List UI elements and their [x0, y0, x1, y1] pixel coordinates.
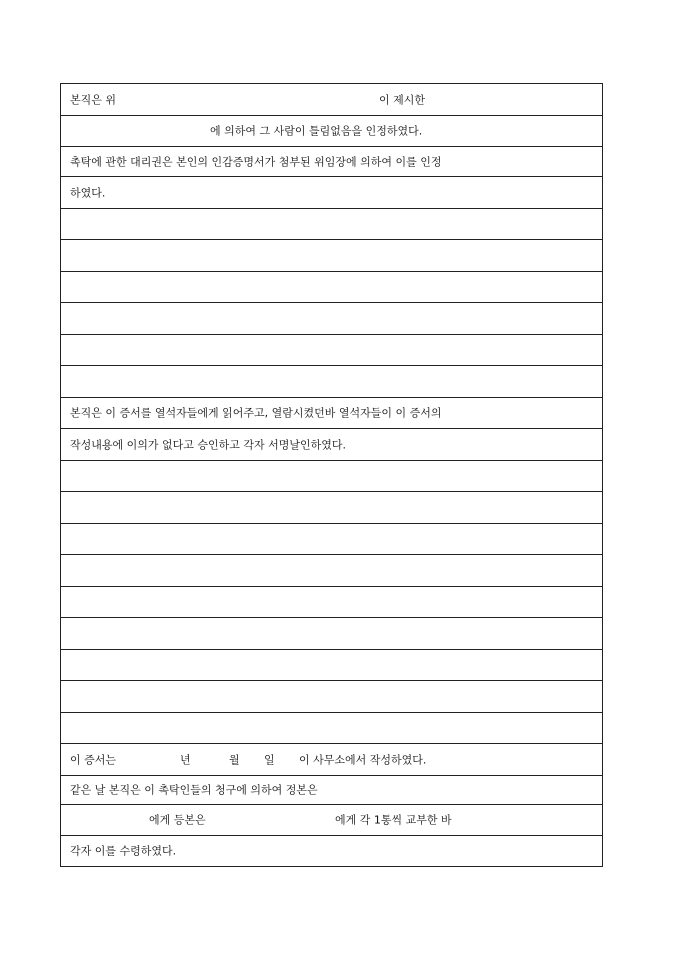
blank-row [61, 240, 602, 272]
date-prefix: 이 증서는 [70, 753, 117, 766]
blank-row [61, 587, 602, 618]
line-text: 각자 이를 수령하였다. [70, 844, 177, 858]
form-row [61, 776, 602, 805]
blank-row [61, 713, 602, 744]
blank-row [61, 272, 602, 303]
blank-row [61, 209, 602, 240]
date-row [61, 744, 602, 776]
form-row [61, 147, 602, 177]
blank-row [61, 681, 602, 713]
blank-row [61, 492, 602, 524]
line-text: 촉탁에 관한 대리권은 본인의 인감증명서가 첨부된 위임장에 의하여 이를 인정 [70, 155, 442, 168]
blank-row [61, 555, 602, 587]
form-row [61, 836, 602, 867]
notarial-deed-form [60, 83, 603, 867]
blank-row [61, 366, 602, 398]
blank-row [61, 303, 602, 335]
date-month-label: 월 [229, 753, 240, 766]
line-text: 본직은 위 [70, 93, 117, 106]
blank-row [61, 618, 602, 650]
form-row [61, 805, 602, 836]
line-text: 이 제시한 [379, 93, 426, 106]
date-year-label: 년 [180, 753, 191, 766]
form-row [61, 116, 602, 147]
blank-row [61, 524, 602, 555]
form-row [61, 429, 602, 461]
line-text: 본직은 이 증서를 열석자들에게 읽어주고, 열람시켰던바 열석자들이 이 증서의 [70, 406, 442, 420]
form-row [61, 398, 602, 429]
blank-row [61, 650, 602, 681]
blank-row [61, 335, 602, 366]
date-day-label: 일 [264, 753, 275, 766]
line-text: 하였다. [70, 186, 106, 199]
date-suffix: 이 사무소에서 작성하였다. [299, 753, 427, 766]
form-row [61, 84, 602, 116]
line-text: 작성내용에 이의가 없다고 승인하고 각자 서명날인하였다. [70, 438, 347, 451]
line-text: 에게 등본은 [149, 813, 206, 827]
blank-row [61, 461, 602, 492]
line-text: 에게 각 1통씩 교부한 바 [335, 813, 452, 827]
line-text: 에 의하여 그 사람이 틀림없음을 인정하였다. [210, 124, 423, 138]
form-row [61, 177, 602, 209]
line-text: 같은 날 본직은 이 촉탁인들의 청구에 의하여 정본은 [70, 783, 318, 797]
